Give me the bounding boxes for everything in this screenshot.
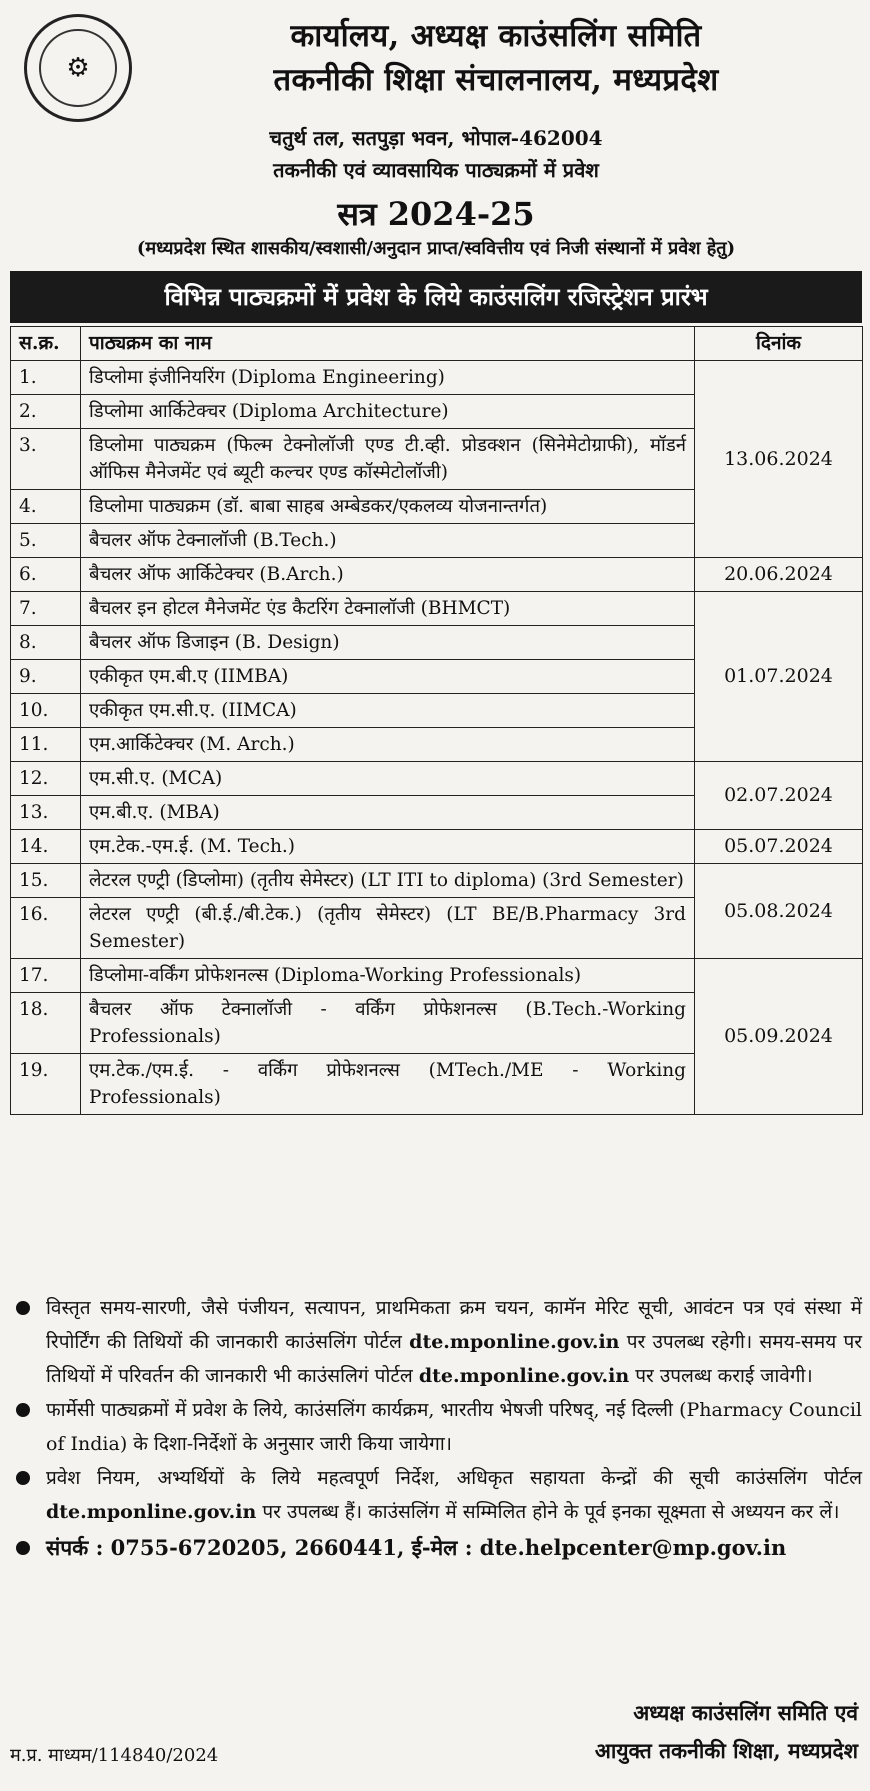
table-row <box>11 864 863 898</box>
table-row <box>11 361 863 395</box>
row-course: डिप्लोमा आर्किटेक्चर (Diploma Architecture) <box>81 395 695 429</box>
row-sn: 10. <box>11 694 81 728</box>
row-sn: 9. <box>11 660 81 694</box>
row-course: एकीकृत एम.सी.ए. (IIMCA) <box>81 694 695 728</box>
header <box>130 6 862 102</box>
row-course: लेटरल एण्ट्री (डिप्लोमा) (तृतीय सेमेस्टर) (LT ITI to diploma) (3rd Semester) <box>81 864 695 898</box>
table-header-row <box>11 327 863 361</box>
table-row <box>11 592 863 626</box>
signature-line-1: अध्यक्ष काउंसलिंग समिति एवं <box>633 1700 858 1725</box>
table-row <box>11 558 863 592</box>
emblem-icon: ⚙ <box>39 29 117 107</box>
row-sn: 3. <box>11 429 81 490</box>
row-date: 05.09.2024 <box>695 959 863 1115</box>
row-sn: 8. <box>11 626 81 660</box>
directorate-title: तकनीकी शिक्षा संचालनालय, मध्यप्रदेश <box>273 62 719 98</box>
row-sn: 19. <box>11 1054 81 1115</box>
note-text: पर उपलब्ध हैं। काउंसलिंग में सम्मिलित होने के पूर्व इनका सूक्ष्मता से अध्ययन कर लें। <box>262 1501 840 1523</box>
bullet-icon <box>16 1403 30 1417</box>
row-sn: 7. <box>11 592 81 626</box>
row-sn: 17. <box>11 959 81 993</box>
row-date: 01.07.2024 <box>695 592 863 762</box>
table-row <box>11 830 863 864</box>
emblem-logo <box>24 14 132 122</box>
note-text: प्रवेश नियम, अभ्यर्थियों के लिये महत्वपूर्ण निर्देश, अधिकृत सहायता केन्द्रों की सूची काउंसलिंग पोर्टल <box>46 1467 862 1489</box>
table-row <box>11 762 863 796</box>
note-text: पर उपलब्ध रहेगी। समय-समय पर तिथियों में परिवर्तन की जानकारी भी काउंसलिगं पोर्टल <box>46 1331 863 1387</box>
bullet-icon <box>16 1471 30 1485</box>
advertisement <box>10 6 862 1784</box>
header-date: दिनांक <box>695 327 863 361</box>
row-course: डिप्लोमा-वर्किंग प्रोफेशनल्स (Diploma-Working Professionals) <box>81 959 695 993</box>
row-course: एम.टेक./एम.ई. - वर्किंग प्रोफेशनल्स (MTech./ME - Working Professionals) <box>81 1054 695 1115</box>
bullet-icon <box>16 1301 30 1315</box>
row-course: डिप्लोमा पाठ्यक्रम (डॉ. बाबा साहब अम्बेडकर/एकलव्य योजनान्तर्गत) <box>81 490 695 524</box>
row-sn: 16. <box>11 898 81 959</box>
portal-link[interactable]: dte.mponline.gov.in <box>409 1331 620 1353</box>
row-course: डिप्लोमा पाठ्यक्रम (फिल्म टेक्नोलॉजी एण्ड टी.व्ही. प्रोडक्शन (सिनेमेटोग्राफी), मॉडर्न ऑफिस मैनेजमेंट एवं ब्यूटी कल्चर एण्ड कॉस्मेटोलॉजी) <box>81 429 695 490</box>
row-sn: 14. <box>11 830 81 864</box>
note-pharmacy <box>10 1393 862 1461</box>
row-course: एकीकृत एम.बी.ए (IIMBA) <box>81 660 695 694</box>
row-date: 20.06.2024 <box>695 558 863 592</box>
header-course: पाठ्यक्रम का नाम <box>81 327 695 361</box>
row-course: एम.सी.ए. (MCA) <box>81 762 695 796</box>
row-date: 05.08.2024 <box>695 864 863 959</box>
row-date: 02.07.2024 <box>695 762 863 830</box>
row-course: बैचलर ऑफ टेक्नालॉजी (B.Tech.) <box>81 524 695 558</box>
row-date: 05.07.2024 <box>695 830 863 864</box>
row-sn: 18. <box>11 993 81 1054</box>
row-sn: 2. <box>11 395 81 429</box>
banner: विभिन्न पाठ्यक्रमों में प्रवेश के लिये काउंसलिंग रजिस्ट्रेशन प्रारंभ <box>10 271 862 323</box>
courses-table <box>10 326 863 1115</box>
row-course: बैचलर ऑफ टेक्नालॉजी - वर्किंग प्रोफेशनल्स (B.Tech.-Working Professionals) <box>81 993 695 1054</box>
session-note: (मध्यप्रदेश स्थित शासकीय/स्वशासी/अनुदान प्राप्त/स्ववित्तीय एवं निजी संस्थानों में प्रवेश हेतु) <box>136 238 736 259</box>
address: चतुर्थ तल, सतपुड़ा भवन, भोपाल-462004 <box>269 126 603 150</box>
signature-line-2: आयुक्त तकनीकी शिक्षा, मध्यप्रदेश <box>594 1738 858 1763</box>
row-sn: 11. <box>11 728 81 762</box>
row-sn: 15. <box>11 864 81 898</box>
row-date: 13.06.2024 <box>695 361 863 558</box>
portal-link[interactable]: dte.mponline.gov.in <box>418 1365 630 1387</box>
table-row <box>11 959 863 993</box>
header-sn: स.क्र. <box>11 327 81 361</box>
row-course: एम.टेक.-एम.ई. (M. Tech.) <box>81 830 695 864</box>
reference-number: म.प्र. माध्यम/114840/2024 <box>10 1745 219 1766</box>
row-course: एम.बी.ए. (MBA) <box>81 796 695 830</box>
row-sn: 1. <box>11 361 81 395</box>
row-sn: 4. <box>11 490 81 524</box>
portal-link[interactable]: dte.mponline.gov.in <box>46 1501 257 1523</box>
bullet-icon <box>16 1541 30 1555</box>
office-title: कार्यालय, अध्यक्ष काउंसलिंग समिति <box>290 18 702 54</box>
row-sn: 5. <box>11 524 81 558</box>
row-course: लेटरल एण्ट्री (बी.ई./बी.टेक.) (तृतीय सेमेस्टर) (LT BE/B.Pharmacy 3rd Semester) <box>81 898 695 959</box>
note-text: फार्मेसी पाठ्यक्रमों में प्रवेश के लिये, काउंसलिंग कार्यक्रम, भारतीय भेषजी परिषद्, नई दिल्ली (Pharmacy Council of India) के दिशा-निर्देशों के अनुसार जारी किया जायेगा। <box>46 1399 862 1455</box>
subject: तकनीकी एवं व्यावसायिक पाठ्यक्रमों में प्रवेश <box>273 158 599 182</box>
row-sn: 6. <box>11 558 81 592</box>
row-course: बैचलर ऑफ डिजाइन (B. Design) <box>81 626 695 660</box>
note-schedule <box>10 1291 862 1393</box>
row-course: एम.आर्किटेक्चर (M. Arch.) <box>81 728 695 762</box>
session: सत्र 2024-25 <box>337 195 535 233</box>
row-course: बैचलर इन होटल मैनेजमेंट एंड कैटरिंग टेक्नालॉजी (BHMCT) <box>81 592 695 626</box>
row-sn: 13. <box>11 796 81 830</box>
row-course: बैचलर ऑफ आर्किटेक्चर (B.Arch.) <box>81 558 695 592</box>
contact-line <box>10 1531 862 1565</box>
row-sn: 12. <box>11 762 81 796</box>
contact-text: संपर्क : 0755-6720205, 2660441, ई-मेल : dte.helpcenter@mp.gov.in <box>46 1535 787 1560</box>
note-rules <box>10 1461 862 1529</box>
note-text: विस्तृत समय-सारणी, जैसे पंजीयन, सत्यापन, प्राथमिकता क्रम चयन, कामॅन मेरिट सूची, आवंटन पत्र एवं संस्था में रिपोर्टिंग की तिथियों की जानकारी काउंसलिंग पोर्टल <box>46 1297 862 1353</box>
note-text: पर उपलब्ध कराई जावेगी। <box>635 1365 813 1387</box>
notes <box>10 1291 862 1565</box>
row-course: डिप्लोमा इंजीनियरिंग (Diploma Engineering) <box>81 361 695 395</box>
